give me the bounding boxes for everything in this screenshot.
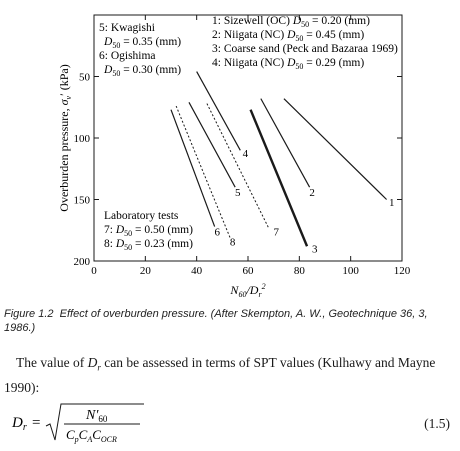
dr-symbol: $D_r$ xyxy=(87,355,101,373)
caption-text-end: 36, 3, 1986.) xyxy=(4,308,428,334)
series-line-1 xyxy=(284,99,387,200)
series-label-3: 3 xyxy=(311,243,318,256)
equation-lhs: $D_r$ xyxy=(12,415,27,433)
paragraph-text: The value of $D_r$ can be assessed in terms of SPT values (Kulhawy and Mayne 1990): xyxy=(4,355,436,395)
legend-bottom-left-1: 7: $D_{50} = 0.50$ (mm) xyxy=(104,224,193,238)
caption-text: Effect of overburden pressure. (After Skempton, A. W., xyxy=(59,308,329,320)
series-line-5 xyxy=(189,102,235,187)
x-tick-label: 0 xyxy=(91,265,97,277)
series-line-7 xyxy=(207,104,269,228)
y-axis-label-text: Overburden pressure, $\sigma_v'$ (kPa) xyxy=(57,64,73,212)
y-axis-label xyxy=(57,64,73,211)
series-label-5: 5 xyxy=(234,187,241,200)
series-label-6: 6 xyxy=(214,226,220,239)
series-label-2: 2 xyxy=(309,187,315,200)
legend-bottom-left-2: 8: $D_{50} = 0.23$ (mm) xyxy=(104,238,193,252)
legend-top-left-2: 6: Ogishima xyxy=(99,50,156,62)
series-label-7: 7 xyxy=(273,226,279,239)
equation-denominator: $C_pC_AC_{OCR}$ xyxy=(66,427,117,444)
caption-label: Figure 1.2 xyxy=(4,308,54,320)
series-line-2 xyxy=(261,99,310,188)
y-tick-label: 150 xyxy=(73,194,90,207)
equation xyxy=(4,398,456,448)
series-line-4 xyxy=(197,72,241,151)
legend-top-right-1: 2: Niigata (NC) $D_{50} = 0.45$ (mm) xyxy=(212,29,365,43)
series-label-1: 1 xyxy=(388,196,395,209)
y-tick-label: 100 xyxy=(73,133,90,145)
legend-top-left-0: 5: Kwagishi xyxy=(99,22,155,34)
x-tick-label: 40 xyxy=(191,265,203,277)
y-tick-label: 200 xyxy=(73,256,90,268)
x-tick-label: 80 xyxy=(293,265,305,277)
x-tick-label: 60 xyxy=(242,265,254,277)
legend-top-right-2: 3: Coarse sand (Peck and Bazaraa 1969) xyxy=(212,43,398,55)
equation-numerator: $N'_{60}$ xyxy=(86,408,108,424)
x-tick-label: 100 xyxy=(342,265,359,277)
equation-number: (1.5) xyxy=(424,416,450,431)
x-tick-label: 120 xyxy=(393,265,411,277)
caption-journal: Geotechnique xyxy=(328,308,397,320)
x-tick-label: 20 xyxy=(139,265,151,277)
series-line-8 xyxy=(176,106,230,238)
legend-top-left-3: $D_{50} = 0.30$ (mm) xyxy=(104,64,182,78)
legend-top-right-0: 1: Sizewell (OC) $D_{50} = 0.20$ (mm) xyxy=(212,15,370,29)
legend-top-right-3: 4: Niigata (NC) $D_{50} = 0.29$ (mm) xyxy=(212,57,365,71)
series-label-4: 4 xyxy=(242,147,249,160)
y-tick-label: 50 xyxy=(79,71,90,84)
figure-caption xyxy=(4,307,456,335)
series-label-8: 8 xyxy=(229,236,236,249)
x-axis-label: $N_{60}/D_r^2$ xyxy=(230,282,266,299)
legend-bottom-left-0: Laboratory tests xyxy=(104,210,179,222)
body-paragraph xyxy=(4,353,456,397)
legend-top-left-1: $D_{50} = 0.35$ (mm) xyxy=(104,36,182,50)
equals-sign: = xyxy=(32,415,41,431)
